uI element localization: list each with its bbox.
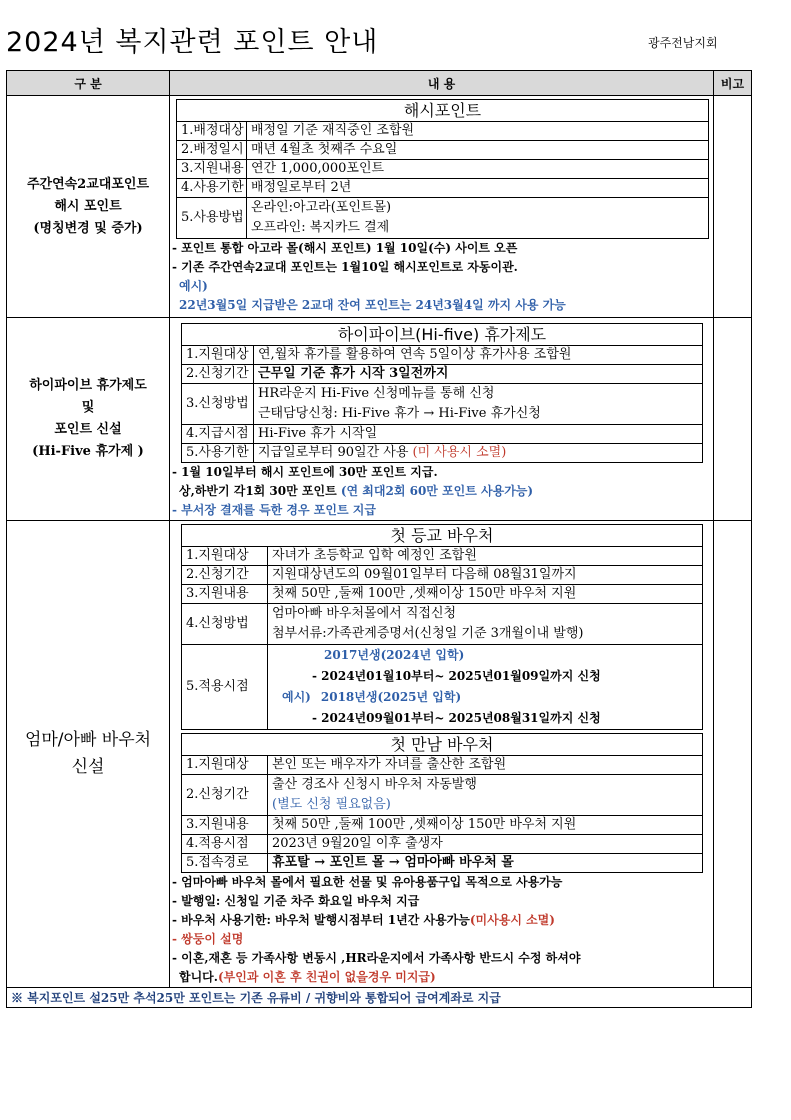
header-note: 비고	[714, 71, 752, 96]
value-line	[272, 687, 698, 708]
note-warning: (미사용시 소멸)	[469, 913, 555, 927]
note-line: 예시)	[179, 279, 208, 293]
section-hi-five	[7, 318, 752, 521]
first-school-voucher-table	[181, 524, 703, 730]
value-line: HR라운지 Hi-Five 신청메뉴를 통해 신청	[258, 386, 495, 401]
note-cell	[714, 96, 752, 318]
branch-name: 광주전남지회	[648, 36, 718, 50]
row-value: 연,월차 휴가를 활용하여 연속 5일이상 휴가사용 조합원	[254, 346, 703, 365]
note-text: 합니다.	[179, 970, 218, 984]
value-text: - 2024년09월01부터~ 2025년08월31일까지 신청	[312, 711, 601, 725]
row-value: 근무일 기준 휴가 시작 3일전까지	[254, 365, 703, 384]
row-value	[268, 775, 703, 816]
header-content: 내 용	[170, 71, 714, 96]
first-school-title: 첫 등교 바우처	[182, 525, 703, 547]
category-line: (명칭변경 및 증가)	[33, 220, 143, 236]
note-cell	[714, 521, 752, 988]
example-label: 예시)	[282, 690, 311, 704]
row-label: 1.배정대상	[177, 122, 247, 141]
category-voucher	[7, 521, 170, 988]
table-header-row	[7, 71, 752, 96]
row-label: 3.신청방법	[182, 384, 254, 425]
table-row	[182, 756, 703, 775]
value-line: 엄마아빠 바우처몰에서 직접신청	[272, 606, 457, 621]
row-label: 4.적용시점	[182, 835, 268, 854]
category-hi-five	[7, 318, 170, 521]
note-line	[172, 482, 713, 501]
table-row	[177, 141, 709, 160]
hi-five-table	[181, 323, 703, 463]
table-row	[182, 425, 703, 444]
note-line: - 부서장 결재를 득한 경우 포인트 지급	[172, 503, 376, 517]
category-line: 신설	[71, 757, 105, 777]
value-line: - 2024년01월10부터~ 2025년01월09일까지 신청	[312, 669, 601, 683]
note-line	[172, 911, 713, 930]
value-line	[272, 708, 698, 729]
value-text: 2018년생(2025년 입학)	[320, 690, 462, 704]
row-label: 2.배정일시	[177, 141, 247, 160]
value-line: 근태담당신청: Hi-Five 휴가 → Hi-Five 휴가신청	[258, 406, 541, 421]
row-value: 배정일로부터 2년	[247, 179, 709, 198]
table-row	[177, 198, 709, 239]
note-line: - 발행일: 신청일 기준 차주 화요일 바우처 지급	[172, 894, 420, 908]
table-row	[182, 835, 703, 854]
value-line: (별도 신청 필요없음)	[272, 797, 391, 812]
table-row	[182, 547, 703, 566]
note-line: - 기존 주간연속2교대 포인트는 1월10일 해시포인트로 자동이관.	[172, 260, 518, 274]
note-cell	[714, 318, 752, 521]
table-row	[182, 585, 703, 604]
row-value: 배정일 기준 재직중인 조합원	[247, 122, 709, 141]
hash-point-table	[176, 99, 709, 239]
table-row	[182, 854, 703, 873]
row-value: 본인 또는 배우자가 자녀를 출산한 조합원	[268, 756, 703, 775]
row-value: 휴포탈 → 포인트 몰 → 엄마아빠 바우처 몰	[268, 854, 703, 873]
hash-point-title: 해시포인트	[177, 100, 709, 122]
row-value	[268, 645, 703, 730]
row-label: 3.지원내용	[182, 816, 268, 835]
table-row	[182, 384, 703, 425]
category-line: 및	[81, 400, 95, 415]
row-label: 1.지원대상	[182, 547, 268, 566]
row-value: 매년 4월초 첫째주 수요일	[247, 141, 709, 160]
hi-five-title: 하이파이브(Hi-five) 휴가제도	[182, 324, 703, 346]
row-label: 5.적용시점	[182, 645, 268, 730]
table-row	[182, 566, 703, 585]
row-value: 첫째 50만 ,둘째 100만 ,셋째이상 150만 바우처 지원	[268, 816, 703, 835]
voucher-notes	[170, 873, 713, 987]
note-line: - 쌍둥이 설명	[172, 932, 244, 946]
value-text: 지급일로부터 90일간 사용	[258, 445, 413, 460]
row-label: 5.사용기한	[182, 444, 254, 463]
first-meet-title: 첫 만남 바우처	[182, 734, 703, 756]
table-row	[177, 160, 709, 179]
note-line	[172, 968, 713, 987]
row-value: 첫째 50만 ,둘째 100만 ,셋째이상 150만 바우처 지원	[268, 585, 703, 604]
row-value: 2023년 9월20일 이후 출생자	[268, 835, 703, 854]
header-category: 구 분	[7, 71, 170, 96]
row-label: 4.사용기한	[177, 179, 247, 198]
category-line: 포인트 신설	[54, 422, 122, 437]
row-label: 4.지급시점	[182, 425, 254, 444]
section-voucher	[7, 521, 752, 988]
table-row	[182, 365, 703, 384]
note-text: - 바우처 사용기한: 바우처 발행시점부터 1년간 사용가능	[172, 913, 470, 927]
row-label: 3.지원내용	[182, 585, 268, 604]
row-value	[254, 444, 703, 463]
row-value: Hi-Five 휴가 시작일	[254, 425, 703, 444]
row-label: 2.신청기간	[182, 365, 254, 384]
table-row	[182, 444, 703, 463]
category-line: 주간연속2교대포인트	[26, 176, 150, 192]
row-value: 자녀가 초등학교 입학 예정인 조합원	[268, 547, 703, 566]
note-line: - 이혼,재혼 등 가족사항 변동시 ,HR라운지에서 가족사항 반드시 수정 하셔야	[172, 951, 581, 965]
row-value	[254, 384, 703, 425]
row-label: 5.접속경로	[182, 854, 268, 873]
hi-five-notes	[170, 463, 713, 520]
note-warning: (부인과 이혼 후 친권이 없을경우 미지급)	[217, 970, 436, 984]
row-value: 지원대상년도의 09월01일부터 다음해 08월31일까지	[268, 566, 703, 585]
page-title: 2024년 복지관련 포인트 안내	[6, 27, 379, 58]
footer-row	[7, 988, 752, 1008]
table-row	[182, 604, 703, 645]
note-line: - 포인트 통합 아고라 몰(해시 포인트) 1월 10일(수) 사이트 오픈	[172, 241, 518, 255]
category-line: 엄마/아빠 바우처	[24, 730, 152, 750]
section-hash-point	[7, 96, 752, 318]
row-value	[247, 198, 709, 239]
row-label: 1.지원대상	[182, 756, 268, 775]
note-line: - 1월 10일부터 해시 포인트에 30만 포인트 지급.	[172, 465, 438, 479]
row-value: 연간 1,000,000포인트	[247, 160, 709, 179]
hash-point-notes	[170, 239, 713, 315]
value-line: 출산 경조사 신청시 바우처 자동발행	[272, 777, 477, 792]
first-meet-voucher-table	[181, 733, 703, 873]
category-line: (Hi-Five 휴가제 )	[32, 444, 144, 459]
note-text: 상,하반기 각1회 30만 포인트	[179, 484, 341, 498]
welfare-table	[6, 70, 752, 1008]
table-row	[182, 645, 703, 730]
row-label: 1.지원대상	[182, 346, 254, 365]
value-line: 첨부서류:가족관계증명서(신청일 기준 3개월이내 발행)	[272, 626, 584, 641]
row-value	[268, 604, 703, 645]
note-line: 22년3월5일 지급받은 2교대 잔여 포인트는 24년3월4일 까지 사용 가능	[179, 298, 566, 312]
category-line: 하이파이브 휴가제도	[29, 378, 147, 393]
category-hash-point	[7, 96, 170, 318]
note-highlight: (연 최대2회 60만 포인트 사용가능)	[340, 484, 534, 498]
row-label: 3.지원내용	[177, 160, 247, 179]
value-warning: (미 사용시 소멸)	[412, 445, 507, 460]
table-row	[177, 179, 709, 198]
note-line: - 엄마아빠 바우처 몰에서 필요한 선물 및 유아용품구입 목적으로 사용가능	[172, 875, 563, 889]
row-label: 2.신청기간	[182, 775, 268, 816]
row-label: 4.신청방법	[182, 604, 268, 645]
value-line: 오프라인: 복지카드 결제	[251, 220, 390, 235]
row-label: 5.사용방법	[177, 198, 247, 239]
value-line: 2017년생(2024년 입학)	[324, 648, 465, 662]
row-label: 2.신청기간	[182, 566, 268, 585]
table-row	[182, 346, 703, 365]
category-line: 해시 포인트	[54, 198, 122, 214]
table-row	[177, 122, 709, 141]
footer-note: ※ 복지포인트 설25만 추석25만 포인트는 기존 유류비 / 귀향비와 통합되어 급여계좌로 지급	[7, 988, 752, 1008]
table-row	[182, 775, 703, 816]
table-row	[182, 816, 703, 835]
value-line: 온라인:아고라(포인트몰)	[251, 200, 392, 215]
